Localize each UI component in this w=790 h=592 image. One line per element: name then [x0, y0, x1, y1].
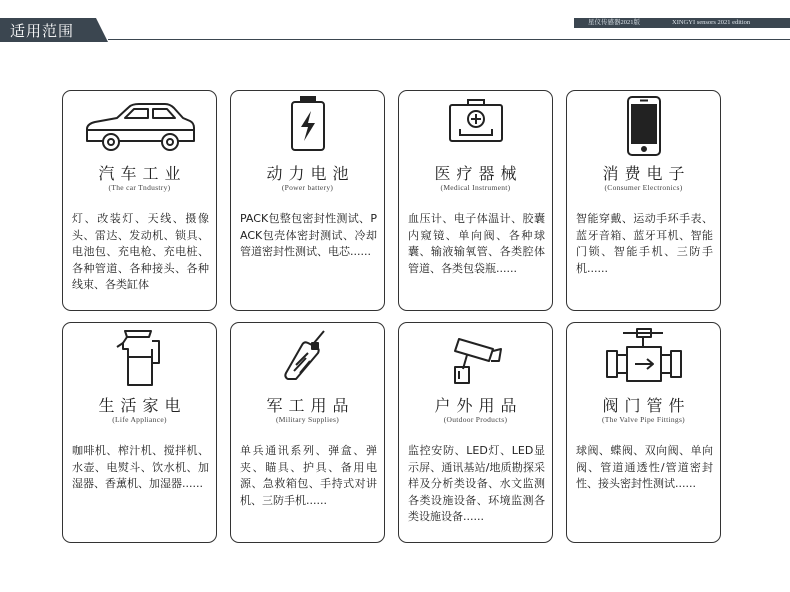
- card-subtitle: (Medical Instrument): [440, 183, 511, 192]
- card-subtitle: (Outdoor Products): [443, 415, 508, 424]
- card-subtitle: (Consumer Electronics): [604, 183, 683, 192]
- edition-en: XINGYI sensors 2021 edition: [672, 19, 751, 26]
- card-valve-pipe-fittings: [566, 322, 721, 543]
- card-subtitle: (Power battery): [281, 183, 334, 192]
- card-subtitle: (Military Supplies): [276, 415, 339, 424]
- card-description: 球阀、蝶阀、双向阀、单向阀、管道通透性/管道密封性、接头密封性测试......: [576, 444, 713, 490]
- card-car-industry: [62, 90, 217, 311]
- medical-kit-icon: [399, 91, 552, 161]
- valve-pipe-icon: [567, 323, 720, 393]
- card-subtitle: (The car Tndustry): [108, 183, 171, 192]
- smartphone-icon: [567, 91, 720, 161]
- card-title: 生活家电: [98, 396, 187, 415]
- card-title: 汽车工业: [98, 164, 187, 183]
- car-icon: [63, 91, 216, 161]
- card-title: 动力电池: [266, 164, 355, 183]
- card-description: 灯、改装灯、天线、摄像头、雷达、发动机、锁具、电池包、充电枪、充电桩、各种管道、各种接头、各种线束、各类缸体: [72, 212, 209, 291]
- card-subtitle: (The Valve Pipe Fittings): [602, 415, 685, 424]
- card-description: 单兵通讯系列、弹盒、弹夹、瞄具、护具、备用电源、急救箱包、手持式对讲机、三防手机......: [240, 444, 377, 507]
- card-consumer-electronics: [566, 90, 721, 311]
- header-divider: [108, 39, 790, 40]
- card-subtitle: (Life Appliance): [112, 415, 167, 424]
- section-title: 适用范围: [10, 22, 75, 40]
- battery-icon: [231, 91, 384, 161]
- card-title: 军工用品: [266, 396, 355, 415]
- edition-cn: 星仪传感器2021版: [588, 19, 640, 26]
- card-medical-instrument: [398, 90, 553, 311]
- card-title: 消费电子: [602, 164, 691, 183]
- card-description: PACK包整包密封性测试、PACK包壳体密封测试、冷却管道密封性测试、电芯......: [240, 212, 377, 258]
- card-description: 智能穿戴、运动手环手表、蓝牙音箱、蓝牙耳机、智能门锁、智能手机、三防手机......: [576, 212, 713, 275]
- card-military-supplies: [230, 322, 385, 543]
- card-description: 监控安防、LED灯、LED显示屏、通讯基站/地质勘探采样及分析类设备、水文监测各类设施设备、环境监测各类设施设备......: [408, 444, 545, 523]
- edition-strip: [574, 18, 790, 28]
- card-life-appliance: [62, 322, 217, 543]
- card-title: 医疗器械: [434, 164, 523, 183]
- card-title: 阀门管件: [602, 396, 691, 415]
- coffee-pot-icon: [63, 323, 216, 393]
- card-outdoor-products: [398, 322, 553, 543]
- walkie-talkie-icon: [231, 323, 384, 393]
- card-description: 咖啡机、榨汁机、搅拌机、水壶、电熨斗、饮水机、加湿器、香薰机、加湿器......: [72, 444, 209, 490]
- card-title: 户外用品: [434, 396, 523, 415]
- card-description: 血压计、电子体温计、胶囊内窥镜、单向阀、各种球囊、输液输氧管、各类腔体管道、各类包袋瓶......: [408, 212, 545, 275]
- card-power-battery: [230, 90, 385, 311]
- security-camera-icon: [399, 323, 552, 393]
